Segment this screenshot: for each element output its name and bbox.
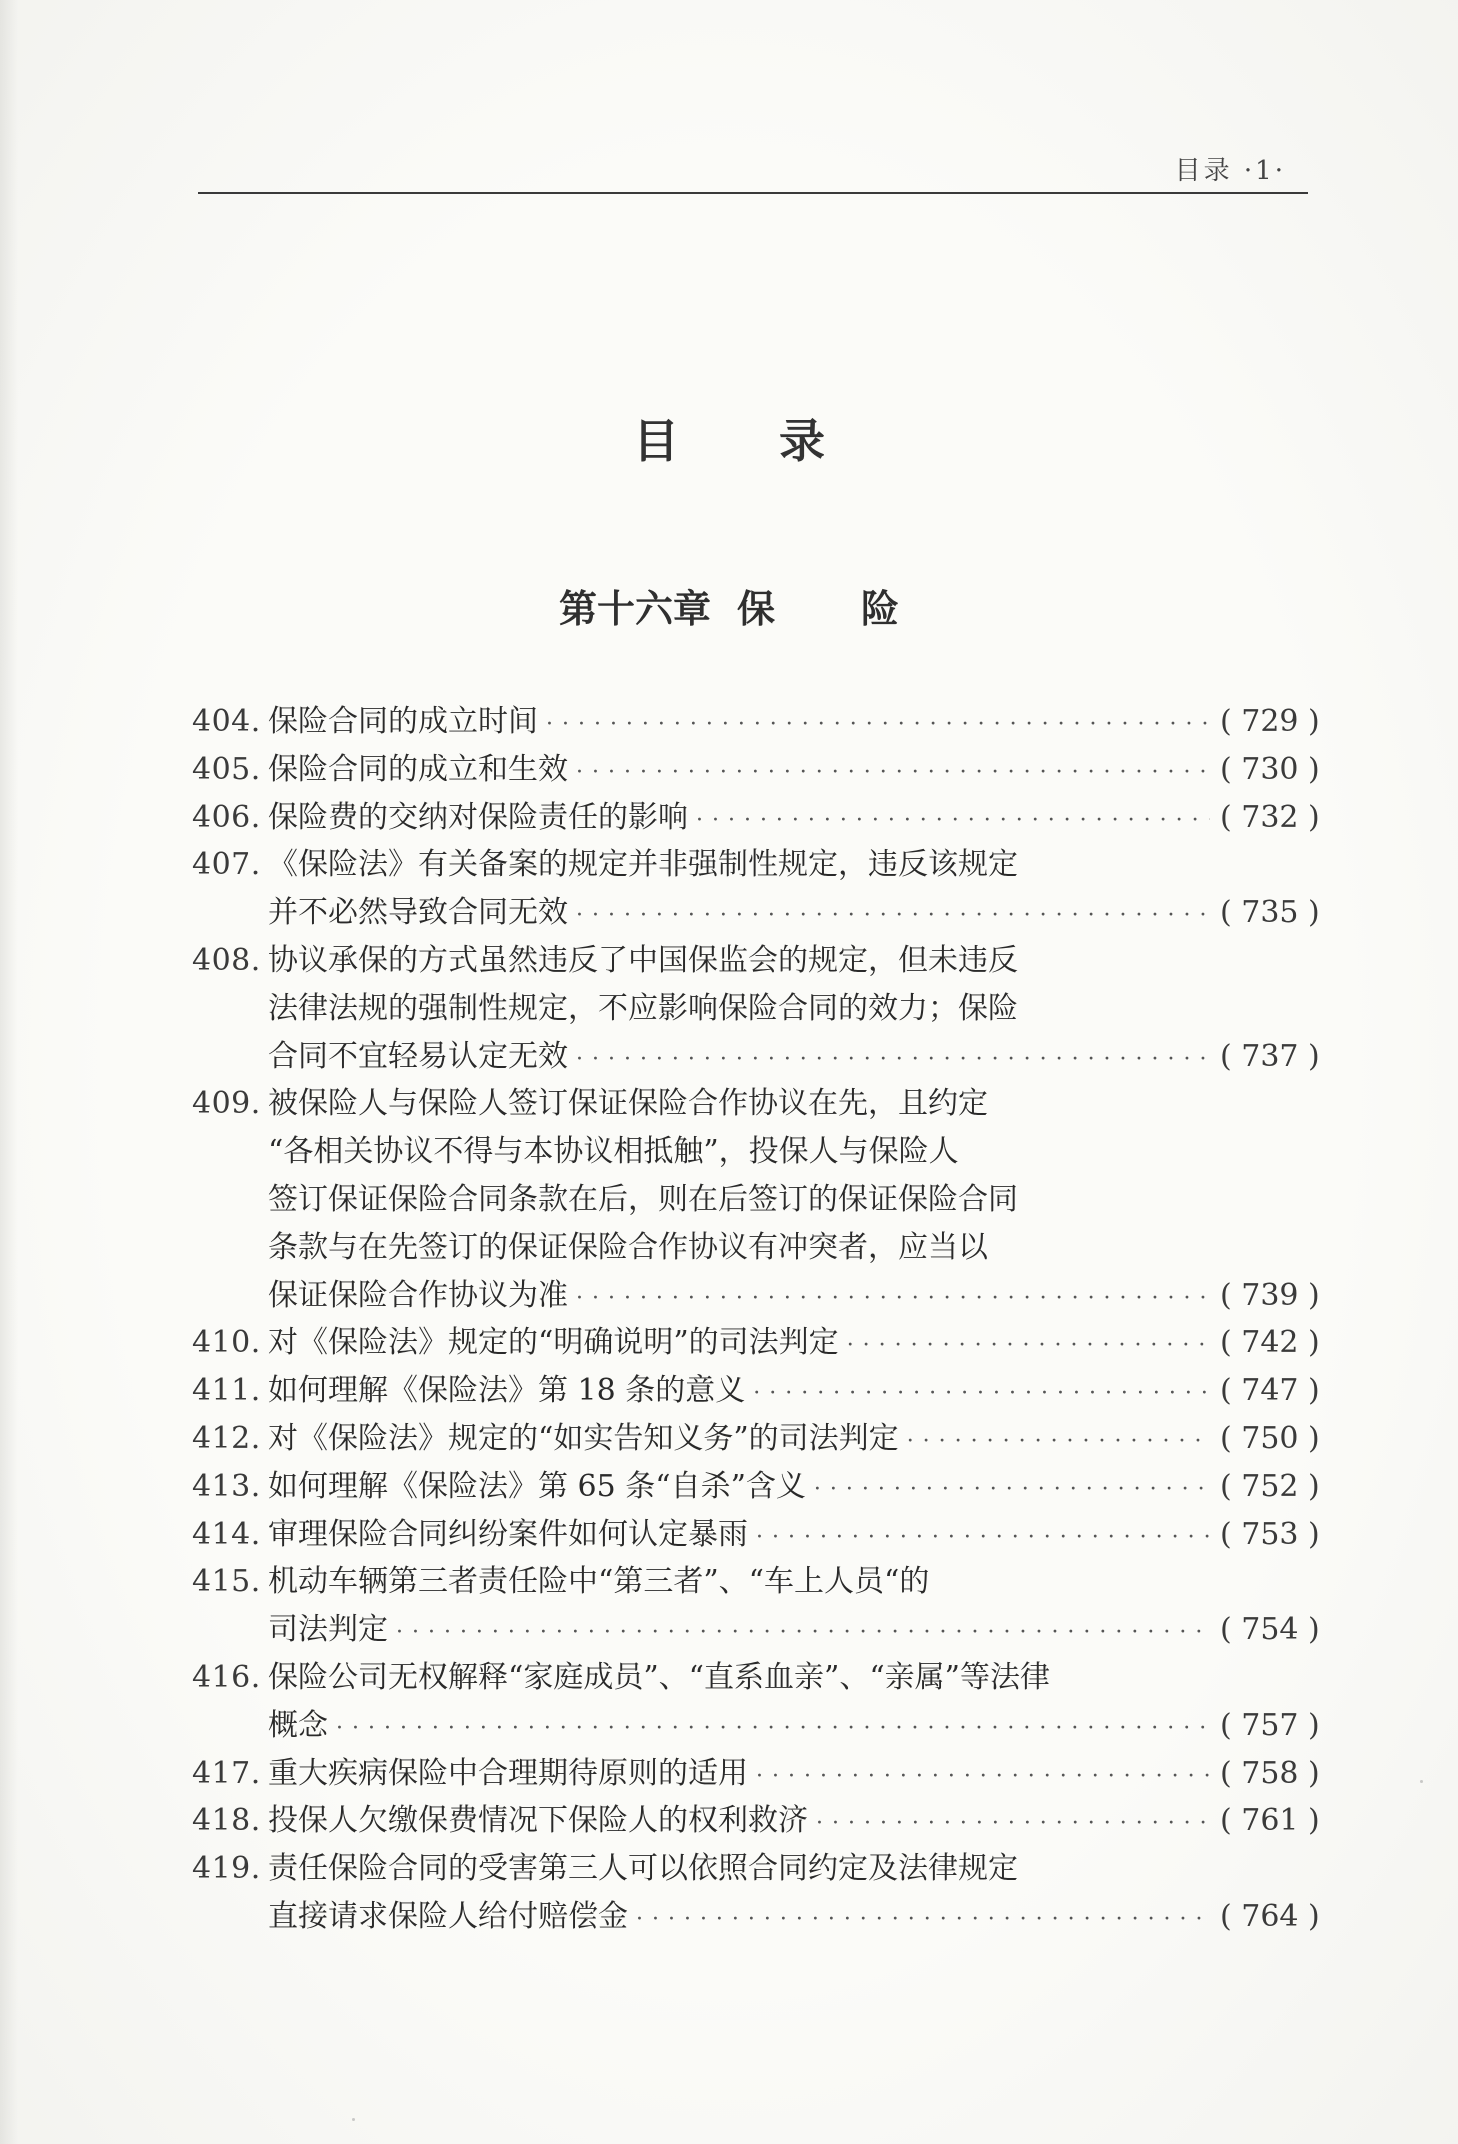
toc-entry-number: 404. bbox=[192, 704, 261, 739]
toc-entry-title: 对《保险法》规定的“明确说明”的司法判定 bbox=[268, 1325, 839, 1361]
running-header: 目录 ·1· bbox=[1174, 156, 1286, 186]
toc-entry[interactable] bbox=[192, 1511, 1320, 1559]
dot-leader bbox=[576, 1275, 1210, 1323]
toc-page-number: ( 737 ) bbox=[1220, 1038, 1320, 1074]
dot-leader bbox=[576, 749, 1210, 797]
toc-entry-title: 协议承保的方式虽然违反了中国保监会的规定，但未违反 bbox=[268, 942, 1018, 978]
toc-entry-line bbox=[192, 889, 1320, 937]
toc-entry-number: 411. bbox=[192, 1373, 261, 1409]
page-title bbox=[0, 405, 1458, 471]
toc-entry-final-line bbox=[268, 1702, 1320, 1753]
toc-entry-title: 并不必然导致合同无效 bbox=[268, 895, 568, 931]
toc-entry-number: 407. bbox=[192, 847, 261, 883]
toc-entry-title: 概念 bbox=[268, 1707, 328, 1743]
toc-entry-title: 投保人欠缴保费情况下保险人的权利救济 bbox=[268, 1803, 808, 1839]
toc-page-number: ( 732 ) bbox=[1220, 799, 1320, 835]
toc-entry-final-line bbox=[268, 1033, 1320, 1084]
toc-entry-number: 410. bbox=[192, 1325, 261, 1361]
toc-entry-final-line bbox=[268, 1319, 1320, 1370]
toc-entry-line bbox=[192, 937, 1316, 985]
page-edge-shadow bbox=[0, 0, 18, 2144]
dot-leader bbox=[546, 701, 1210, 749]
toc-page-number: ( 730 ) bbox=[1220, 751, 1320, 787]
toc-entry-line bbox=[192, 1797, 1320, 1845]
toc-entry-line bbox=[192, 1702, 1320, 1750]
dot-leader bbox=[753, 1370, 1210, 1418]
toc-page-number: ( 761 ) bbox=[1220, 1803, 1320, 1839]
dot-leader bbox=[396, 1609, 1210, 1657]
dot-leader bbox=[816, 1800, 1210, 1848]
toc-entry-line bbox=[192, 698, 1320, 746]
toc-entry-final-line bbox=[268, 1893, 1320, 1944]
toc-entry-line bbox=[192, 1128, 1316, 1176]
toc-entry-line bbox=[192, 985, 1316, 1033]
header-rule bbox=[198, 192, 1308, 194]
toc-entry-title: 司法判定 bbox=[268, 1612, 388, 1648]
toc-entry[interactable] bbox=[192, 1080, 1320, 1319]
toc-entry-line bbox=[192, 1415, 1320, 1463]
toc-entry-title: 对《保险法》规定的“如实告知义务”的司法判定 bbox=[268, 1420, 899, 1456]
toc-page-number: ( 752 ) bbox=[1220, 1468, 1320, 1504]
toc-entry-final-line bbox=[268, 794, 1320, 845]
toc-entry[interactable] bbox=[192, 746, 1320, 794]
toc-page-number: ( 729 ) bbox=[1220, 704, 1320, 739]
toc-page-number: ( 753 ) bbox=[1220, 1516, 1320, 1552]
dot-leader bbox=[336, 1705, 1210, 1753]
chapter-name-char-2: 险 bbox=[861, 586, 900, 631]
toc-entry[interactable] bbox=[192, 937, 1320, 1080]
toc-entry-final-line bbox=[268, 1797, 1320, 1848]
toc-page-number: ( 739 ) bbox=[1220, 1277, 1320, 1313]
toc-entry[interactable] bbox=[192, 1319, 1320, 1367]
table-of-contents bbox=[192, 698, 1320, 1941]
toc-page-number: ( 754 ) bbox=[1220, 1612, 1320, 1648]
scan-speck bbox=[1420, 1780, 1423, 1783]
toc-entry-final-line bbox=[268, 1367, 1320, 1418]
toc-entry-final-line bbox=[268, 1606, 1320, 1657]
toc-entry-line bbox=[192, 841, 1316, 889]
toc-entry-line bbox=[192, 1463, 1320, 1511]
toc-entry-final-line bbox=[268, 1511, 1320, 1562]
toc-entry-line bbox=[192, 1272, 1320, 1320]
toc-entry-line bbox=[192, 1176, 1316, 1224]
toc-entry-number: 414. bbox=[192, 1516, 261, 1552]
toc-entry-title: 审理保险合同纠纷案件如何认定暴雨 bbox=[268, 1516, 748, 1552]
toc-entry-line bbox=[192, 1511, 1320, 1559]
toc-entry-title: 条款与在先签订的保证保险合作协议有冲突者，应当以 bbox=[268, 1229, 988, 1265]
dot-leader bbox=[847, 1322, 1210, 1370]
toc-entry-number: 417. bbox=[192, 1755, 261, 1791]
toc-entry-number: 412. bbox=[192, 1420, 261, 1456]
dot-leader bbox=[814, 1466, 1210, 1514]
toc-entry[interactable] bbox=[192, 1367, 1320, 1415]
toc-entry-final-line bbox=[268, 1272, 1320, 1323]
toc-page-number: ( 750 ) bbox=[1220, 1420, 1320, 1456]
toc-entry-final-line bbox=[268, 1750, 1320, 1801]
toc-entry-line bbox=[192, 1033, 1320, 1081]
toc-entry-number: 419. bbox=[192, 1851, 261, 1887]
title-char-1: 目 bbox=[633, 414, 679, 468]
toc-entry[interactable] bbox=[192, 841, 1320, 937]
toc-entry-title: 《保险法》有关备案的规定并非强制性规定，违反该规定 bbox=[268, 847, 1018, 883]
toc-entry-number: 413. bbox=[192, 1468, 261, 1504]
toc-entry-line bbox=[192, 1606, 1320, 1654]
toc-entry-final-line bbox=[268, 698, 1320, 749]
toc-entry[interactable] bbox=[192, 1654, 1320, 1750]
dot-leader bbox=[756, 1753, 1210, 1801]
toc-entry-title: 责任保险合同的受害第三人可以依照合同约定及法律规定 bbox=[268, 1851, 1018, 1887]
toc-entry-title: 机动车辆第三者责任险中“第三者”、“车上人员“的 bbox=[268, 1564, 930, 1600]
toc-entry[interactable] bbox=[192, 698, 1320, 746]
toc-entry-number: 406. bbox=[192, 799, 261, 835]
toc-entry[interactable] bbox=[192, 1750, 1320, 1798]
toc-page-number: ( 747 ) bbox=[1220, 1373, 1320, 1409]
toc-entry-title: 法律法规的强制性规定，不应影响保险合同的效力；保险 bbox=[268, 990, 1018, 1026]
toc-entry[interactable] bbox=[192, 1797, 1320, 1845]
toc-page-number: ( 757 ) bbox=[1220, 1707, 1320, 1743]
toc-entry-number: 416. bbox=[192, 1659, 261, 1695]
toc-entry-title: 保险公司无权解释“家庭成员”、“直系血亲”、“亲属”等法律 bbox=[268, 1659, 1051, 1695]
toc-entry-title: 保险费的交纳对保险责任的影响 bbox=[268, 799, 688, 835]
toc-entry-title: 保险合同的成立时间 bbox=[268, 704, 538, 739]
dot-leader bbox=[696, 797, 1210, 845]
toc-entry[interactable] bbox=[192, 1463, 1320, 1511]
toc-entry-title: 如何理解《保险法》第 18 条的意义 bbox=[268, 1373, 746, 1409]
toc-entry-line bbox=[192, 794, 1320, 842]
toc-entry-line bbox=[192, 746, 1320, 794]
toc-entry-final-line bbox=[268, 1463, 1320, 1514]
dot-leader bbox=[636, 1896, 1210, 1944]
toc-entry-number: 405. bbox=[192, 751, 261, 787]
scan-speck bbox=[352, 2118, 355, 2121]
toc-entry-title: 重大疾病保险中合理期待原则的适用 bbox=[268, 1755, 748, 1791]
toc-entry-line bbox=[192, 1654, 1316, 1702]
toc-entry-title: 如何理解《保险法》第 65 条“自杀”含义 bbox=[268, 1468, 806, 1504]
dot-leader bbox=[576, 1036, 1210, 1084]
title-char-2: 录 bbox=[779, 414, 825, 468]
chapter-number: 第十六章 bbox=[558, 586, 711, 631]
toc-page-number: ( 758 ) bbox=[1220, 1755, 1320, 1791]
toc-entry[interactable] bbox=[192, 1558, 1320, 1654]
toc-entry-number: 409. bbox=[192, 1086, 261, 1122]
toc-entry-number: 415. bbox=[192, 1564, 261, 1600]
dot-leader bbox=[907, 1418, 1210, 1466]
toc-entry-final-line bbox=[268, 1415, 1320, 1466]
dot-leader bbox=[576, 892, 1210, 940]
toc-entry-title: 签订保证保险合同条款在后，则在后签订的保证保险合同 bbox=[268, 1181, 1018, 1217]
toc-entry-title: 被保险人与保险人签订保证保险合作协议在先，且约定 bbox=[268, 1086, 988, 1122]
toc-page-number: ( 735 ) bbox=[1220, 895, 1320, 931]
toc-entry[interactable] bbox=[192, 794, 1320, 842]
toc-entry-line bbox=[192, 1224, 1316, 1272]
toc-entry-title: 直接请求保险人给付赔偿金 bbox=[268, 1898, 628, 1934]
toc-entry-title: 合同不宜轻易认定无效 bbox=[268, 1038, 568, 1074]
toc-entry-number: 418. bbox=[192, 1803, 261, 1839]
toc-entry-title: 保证保险合作协议为准 bbox=[268, 1277, 568, 1313]
toc-entry-title: 保险合同的成立和生效 bbox=[268, 751, 568, 787]
toc-entry[interactable] bbox=[192, 1845, 1320, 1941]
toc-page-number: ( 742 ) bbox=[1220, 1325, 1320, 1361]
toc-entry-title: “各相关协议不得与本协议相抵触”，投保人与保险人 bbox=[268, 1134, 959, 1170]
chapter-name-char-1: 保 bbox=[736, 586, 775, 631]
dot-leader bbox=[756, 1514, 1210, 1562]
toc-entry-line bbox=[192, 1750, 1320, 1798]
chapter-heading bbox=[0, 578, 1458, 633]
toc-entry-final-line bbox=[268, 746, 1320, 797]
toc-entry-number: 408. bbox=[192, 942, 261, 978]
toc-entry[interactable] bbox=[192, 1415, 1320, 1463]
toc-page-number: ( 764 ) bbox=[1220, 1898, 1320, 1934]
toc-entry-line bbox=[192, 1080, 1316, 1128]
toc-entry-line bbox=[192, 1558, 1316, 1606]
toc-entry-line bbox=[192, 1893, 1320, 1941]
toc-entry-line bbox=[192, 1845, 1316, 1893]
toc-entry-line bbox=[192, 1319, 1320, 1367]
toc-entry-final-line bbox=[268, 889, 1320, 940]
toc-entry-line bbox=[192, 1367, 1320, 1415]
